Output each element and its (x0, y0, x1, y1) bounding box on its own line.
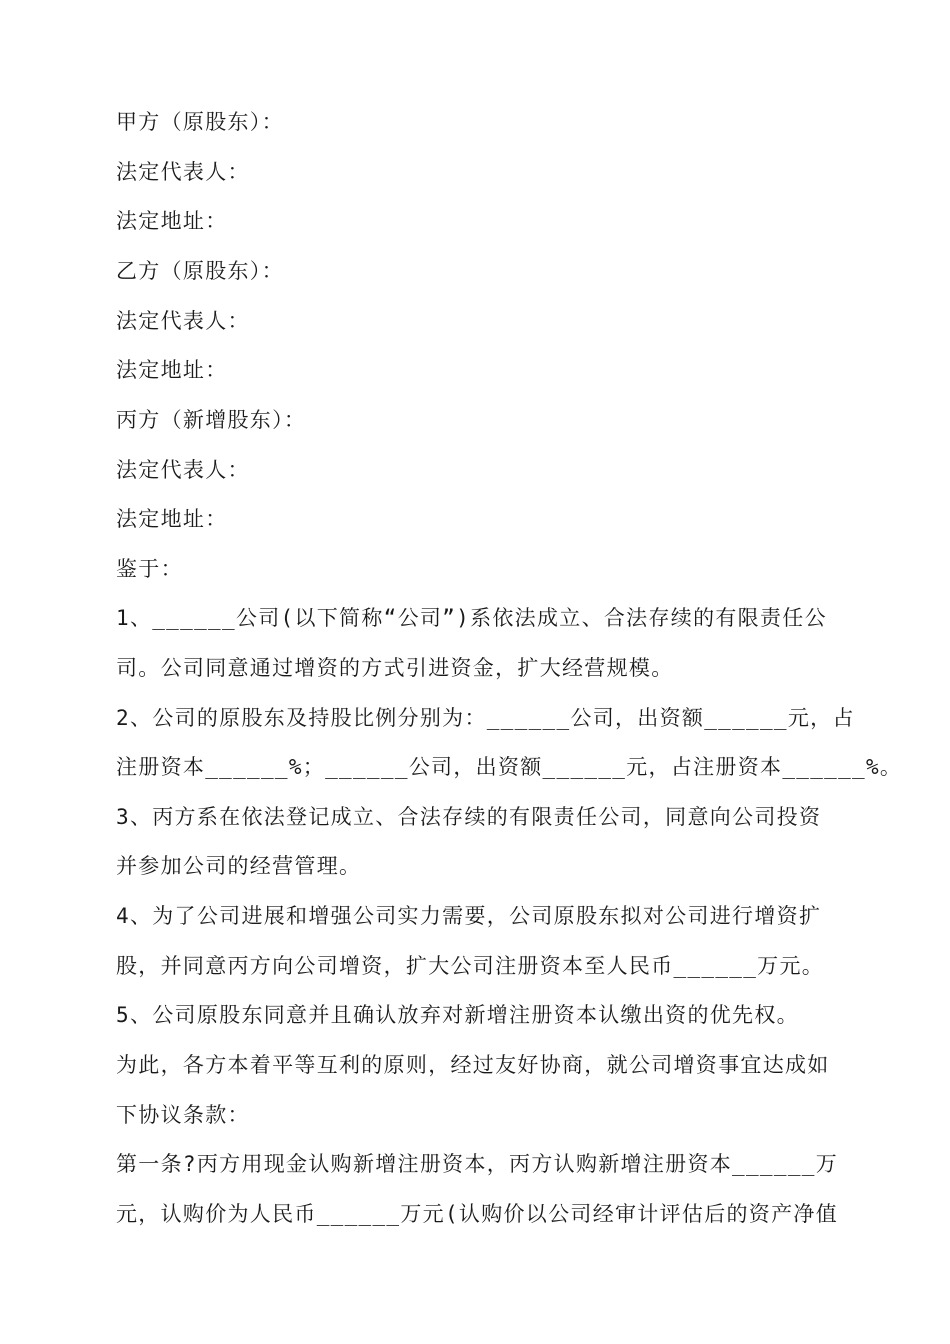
party-c-heading: 丙方（新增股东）： (116, 408, 307, 432)
party-c-legal-representative: 法定代表人： (116, 458, 250, 482)
recital-4-line-1: 4、为了公司进展和增强公司实力需要，公司原股东拟对公司进行增资扩 (116, 904, 822, 928)
recital-3-line-2: 并参加公司的经营管理。 (116, 854, 362, 878)
recital-1-line-2: 司。公司同意通过增资的方式引进资金，扩大经营规模。 (116, 656, 674, 680)
agreement-intro-line-1: 为此，各方本着平等互利的原则，经过友好协商，就公司增资事宜达成如 (116, 1053, 830, 1077)
party-c-legal-address: 法定地址： (116, 507, 228, 531)
party-a-legal-representative: 法定代表人： (116, 160, 250, 184)
party-b-heading: 乙方（原股东）： (116, 259, 284, 283)
agreement-intro-line-2: 下协议条款： (116, 1103, 250, 1127)
recital-3-line-1: 3、丙方系在依法登记成立、合法存续的有限责任公司，同意向公司投资 (116, 805, 822, 829)
article-1-line-2: 元，认购价为人民币______万元(认购价以公司经审计评估后的资产净值 (116, 1202, 838, 1226)
recital-1-line-1: 1、______公司(以下简称“公司”)系依法成立、合法存续的有限责任公 (116, 606, 827, 630)
party-b-legal-address: 法定地址： (116, 358, 228, 382)
party-a-legal-address: 法定地址： (116, 209, 228, 233)
recital-4-line-2: 股，并同意丙方向公司增资，扩大公司注册资本至人民币______万元。 (116, 954, 825, 978)
party-b-legal-representative: 法定代表人： (116, 309, 250, 333)
whereas-heading: 鉴于： (116, 557, 183, 581)
recital-2-line-1: 2、公司的原股东及持股比例分别为：______公司，出资额______元，占 (116, 706, 855, 730)
recital-2-line-2: 注册资本______%；______公司，出资额______元，占注册资本______%。 (116, 755, 903, 779)
party-a-heading: 甲方（原股东）： (116, 110, 284, 134)
article-1-line-1: 第一条?丙方用现金认购新增注册资本，丙方认购新增注册资本______万 (116, 1152, 838, 1176)
recital-5: 5、公司原股东同意并且确认放弃对新增注册资本认缴出资的优先权。 (116, 1003, 799, 1027)
